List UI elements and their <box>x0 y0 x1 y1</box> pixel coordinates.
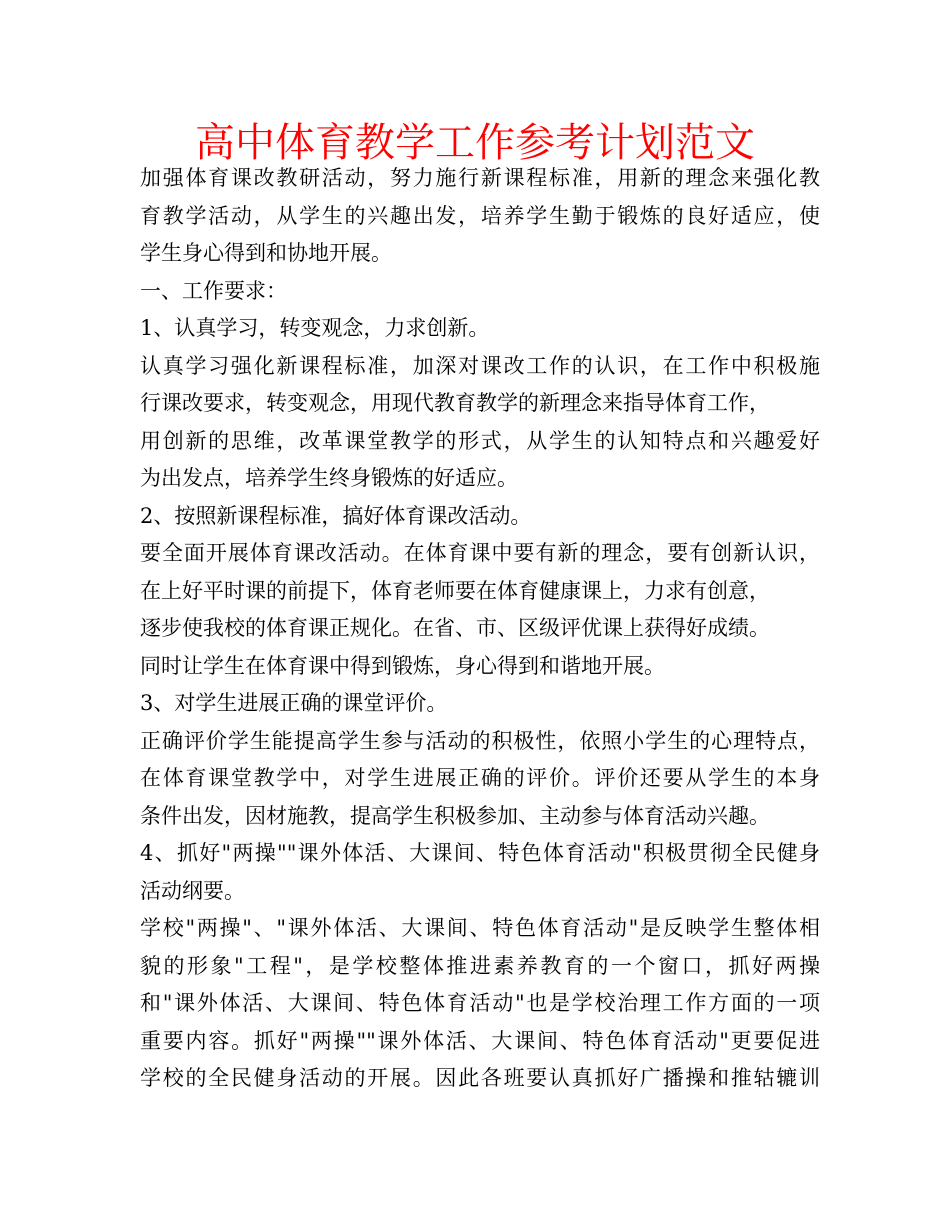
body-line: 条件出发，因材施教，提高学生积极参加、主动参与体育活动兴趣。 <box>140 803 770 828</box>
body-line: 行课改要求，转变观念，用现代教育教学的新理念来指导体育工作， <box>140 391 770 415</box>
body-line: 学校"两操"、"课外体活、大课间、特色体育活动"是反映学生整体相 <box>140 916 820 940</box>
body-line: 1、认真学习，转变观念，力求创新。 <box>140 316 490 340</box>
body-line: 4、抓好"两操""课外体活、大课间、特色体育活动"积极贯彻全民健身 <box>140 841 820 865</box>
body-line: 为出发点，培养学生终身锻炼的好适应。 <box>140 466 518 490</box>
body-line: 2、按照新课程标准，搞好体育课改活动。 <box>140 503 532 528</box>
body-line: 貌的形象"工程"，是学校整体推进素养教育的一个窗口，抓好两操 <box>140 953 820 978</box>
body-line: 逐步使我校的体育课正规化。在省、市、区级评优课上获得好成绩。 <box>140 616 770 640</box>
body-line: 要全面开展体育课改活动。在体育课中要有新的理念，要有创新认识， <box>140 541 820 565</box>
body-line: 加强体育课改教研活动，努力施行新课程标准，用新的理念来强化教 <box>140 166 820 190</box>
body-line: 活动纲要。 <box>140 878 245 903</box>
body-line: 重要内容。抓好"两操""课外体活、大课间、特色体育活动"更要促进 <box>140 1028 820 1053</box>
body-line: 3、对学生进展正确的课堂评价。 <box>140 691 448 715</box>
body-line: 育教学活动，从学生的兴趣出发，培养学生勤于锻炼的良好适应，使 <box>140 203 820 228</box>
body-line: 和"课外体活、大课间、特色体育活动"也是学校治理工作方面的一项 <box>140 991 820 1015</box>
document-body <box>140 160 820 1098</box>
document-title: 高中体育教学工作参考计划范文 <box>195 120 755 166</box>
body-line: 在体育课堂教学中，对学生进展正确的评价。评价还要从学生的本身 <box>140 766 820 790</box>
body-line: 一、工作要求： <box>140 278 287 303</box>
body-line: 用创新的思维，改革课堂教学的形式，从学生的认知特点和兴趣爱好 <box>140 428 820 453</box>
body-line: 在上好平时课的前提下，体育老师要在体育健康课上，力求有创意， <box>140 578 770 603</box>
body-line: 认真学习强化新课程标准，加深对课改工作的认识，在工作中积极施 <box>140 353 820 378</box>
body-line: 学生身心得到和协地开展。 <box>140 241 392 265</box>
body-line: 同时让学生在体育课中得到锻炼，身心得到和谐地开展。 <box>140 653 665 678</box>
body-line: 学校的全民健身活动的开展。因此各班要认真抓好广播操和推轱辘训 <box>140 1066 820 1090</box>
body-line: 正确评价学生能提高学生参与活动的积极性，依照小学生的心理特点， <box>140 728 820 753</box>
